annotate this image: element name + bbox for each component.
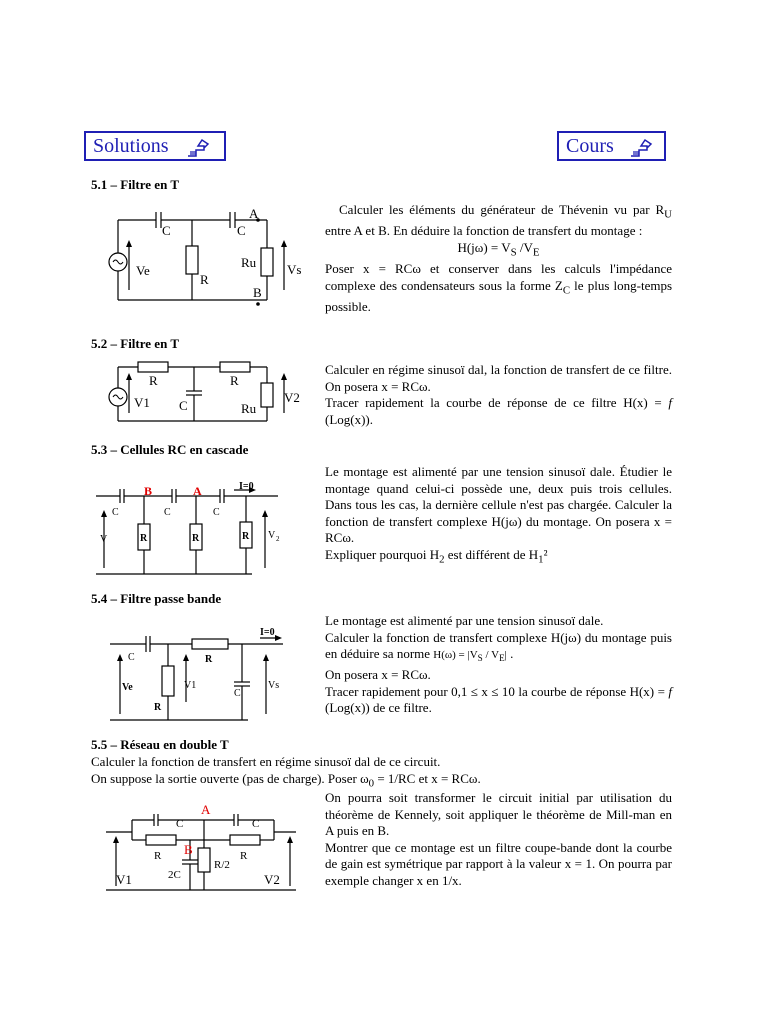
label-A: A: [193, 484, 202, 498]
label-R1: R: [149, 373, 158, 388]
label-C2: C: [252, 818, 260, 830]
label-V1: V1: [116, 872, 132, 887]
label-V2-sub: 2: [276, 535, 280, 543]
label-V2: V2: [284, 390, 300, 405]
label-B: B: [253, 285, 262, 300]
pointing-hand-icon: [186, 136, 212, 158]
section-heading-5-4: 5.4 – Filtre passe bande: [91, 591, 222, 606]
text-5-2: Calculer en régime sinusoï dal, la fonction de transfert de ce filtre. On posera x = RCω. Tracer rapidement la courbe de réponse de ce filtre H(x) = f (Log(x)).: [325, 362, 672, 427]
label-C2: C: [234, 688, 241, 699]
label-R1: R: [140, 533, 148, 544]
text-5-3: Le montage est alimenté par une tension sinusoï dale. Étudier le montage quand celui-ci possède une, deux puis trois cellules. Dans tous les cas, la dernière cellule n'est pas chargée. Calculer la fonction de transfert complexe H(jω) du montage. On posera x = RCω. Expliquer pourquoi $H_2$ est différent de $H_1^2$: [325, 464, 672, 566]
label-R2: R: [154, 702, 162, 713]
text-5-1: Calculer les éléments du générateur de Thévenin vu par $R_U$ entre A et B. En déduire la fonction de transfert du montage : $H(j\omega) = V_S$ $/V_E$ Poser x = RCω et conserver dans les calculs l'impédance complexe des condensateurs sous la forme $Z_C$ le plus long-temps possible.: [325, 202, 673, 314]
section-heading-5-1: 5.1 – Filtre en T: [91, 177, 179, 192]
label-V2: V: [268, 530, 276, 541]
circuit-5-2: [100, 357, 310, 429]
pointing-hand-icon: [629, 136, 655, 158]
label-B: B: [184, 842, 193, 857]
label-Ve: Ve: [122, 682, 133, 693]
label-I0: I=0: [260, 627, 275, 638]
formula-5-1: $H(j\omega) = V_S$ $/V_E$: [457, 239, 540, 259]
label-R3: R: [242, 531, 250, 542]
solutions-button[interactable]: [84, 131, 226, 161]
label-R2: R: [240, 850, 248, 862]
label-C2: C: [164, 507, 171, 518]
section-heading-5-5: 5.5 – Réseau en double T: [91, 737, 229, 752]
label-R-half: R/2: [214, 859, 230, 871]
label-C3: C: [213, 507, 220, 518]
label-I0: I=0: [239, 481, 254, 492]
label-R2: R: [192, 533, 200, 544]
section-heading-5-2: 5.2 – Filtre en T: [91, 336, 179, 351]
label-Ru: Ru: [241, 255, 257, 270]
label-R2: R: [230, 373, 239, 388]
label-R1: R: [154, 850, 162, 862]
norm-formula: $H(\omega) = |V_S / V_E|$: [433, 649, 507, 664]
label-Ru: Ru: [241, 401, 257, 416]
label-A: A: [201, 802, 211, 817]
text-5-5: On pourra soit transformer le circuit initial par utilisation du théorème de Kennely, soit appliquer le théorème de Mill-man en A puis en B. Montrer que ce montage est un filtre coupe-bande dont la courbe de gain est symétrique par rapport à la valeur x = 1. On pourra par exemple changer x en 1/x.: [325, 790, 672, 888]
label-B: B: [144, 484, 153, 498]
label-C1: C: [176, 818, 184, 830]
label-V1: V1: [134, 395, 150, 410]
label-C1: C: [128, 652, 135, 663]
circuit-5-1: [100, 200, 310, 310]
circuit-5-4: [108, 622, 298, 722]
label-R: R: [200, 272, 209, 287]
label-C: C: [179, 398, 188, 413]
label-V1: V1: [184, 680, 197, 691]
label-Vs: Vs: [268, 680, 280, 691]
label-Vs: Vs: [287, 262, 302, 277]
label-C2: C: [237, 223, 246, 238]
text-5-4: Le montage est alimenté par une tension sinusoï dale. Calculer la fonction de transfert complexe H(jω) du montage puis en déduire sa norme $H(\omega) = |V_S / V_E|$ . On posera x = RCω. Tracer rapidement pour 0,1 ≤ x ≤ 10 la courbe de réponse H(x) = f (Log(x)) de ce filtre.: [325, 613, 672, 716]
label-V1: V: [100, 534, 108, 545]
label-V2: V2: [264, 872, 280, 887]
section-heading-5-3: 5.3 – Cellules RC en cascade: [91, 442, 249, 457]
label-R1: R: [205, 654, 213, 665]
label-Ve: Ve: [136, 263, 150, 278]
cours-button[interactable]: [557, 131, 666, 161]
label-C1: C: [162, 223, 171, 238]
circuit-5-5: [104, 800, 304, 896]
label-2C: 2C: [168, 869, 181, 881]
circuit-5-3: [92, 478, 292, 578]
solutions-label: Solutions: [93, 135, 169, 157]
text-5-5-intro: Calculer la fonction de transfert en régime sinusoï dal de ce circuit. On suppose la sortie ouverte (pas de charge). Poser $\omega_0 = 1/RC$ et x = RCω.: [91, 754, 481, 790]
cours-label: Cours: [566, 135, 614, 157]
label-A: A: [249, 206, 259, 221]
label-C1: C: [112, 507, 119, 518]
